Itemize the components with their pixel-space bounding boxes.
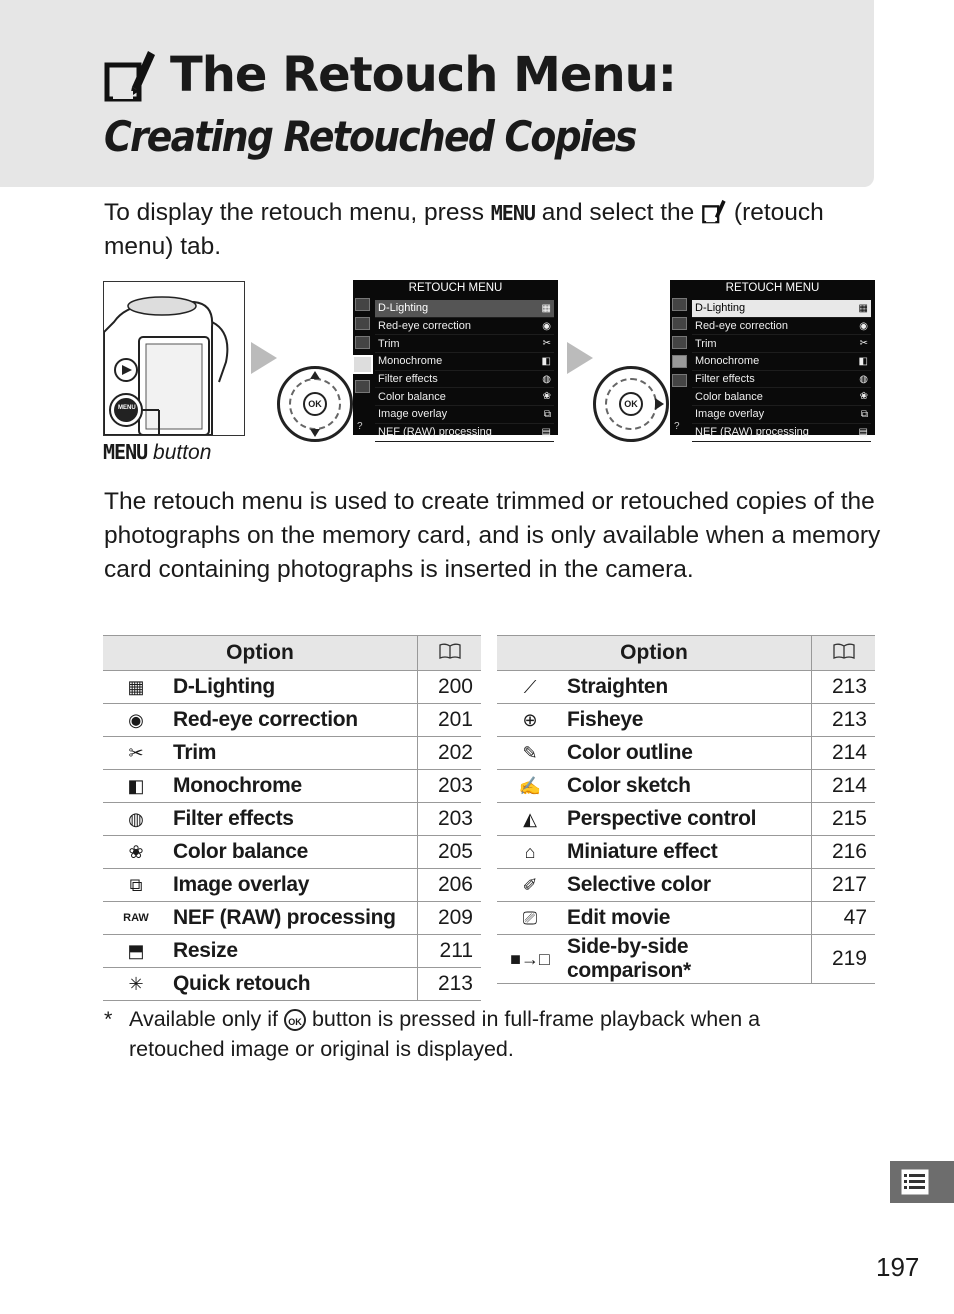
option-column-header: Option — [103, 636, 418, 671]
table-row — [497, 902, 875, 935]
perspective-icon: ◭ — [497, 803, 563, 836]
table-row — [103, 671, 481, 704]
book-icon — [418, 636, 482, 671]
image-overlay-icon: ⧉ — [103, 869, 169, 902]
options-table-right — [497, 635, 875, 984]
page-reference: 211 — [418, 935, 482, 968]
page-reference: 215 — [812, 803, 876, 836]
arrow-right-icon — [249, 338, 279, 378]
multi-selector-dial — [277, 366, 353, 442]
table-row — [103, 836, 481, 869]
option-name: Straighten — [563, 671, 812, 704]
page-reference: 214 — [812, 737, 876, 770]
help-mark: ? — [674, 421, 680, 432]
table-row — [103, 968, 481, 1001]
table-row — [497, 704, 875, 737]
table-row — [497, 803, 875, 836]
book-icon — [812, 636, 876, 671]
option-name: Color sketch — [563, 770, 812, 803]
option-name: Fisheye — [563, 704, 812, 737]
page-reference: 214 — [812, 770, 876, 803]
page-subtitle: Creating Retouched Copies — [104, 112, 636, 161]
intro-text: To display the retouch menu, press MENU and select the (retouch menu) tab. — [104, 199, 824, 260]
page-reference: 213 — [812, 704, 876, 737]
menu-item-list: D-Lighting ▦ Red-eye correction ◉ Trim ✂ Monochrome ◧ Filter effects ◍ Color balance ❀ Image overlay ⧉ NEF (RAW) processing ▤ — [692, 300, 871, 442]
option-name: Trim — [169, 737, 418, 770]
page-title: The Retouch Menu: — [104, 44, 676, 106]
page-reference: 201 — [418, 704, 482, 737]
table-row — [103, 737, 481, 770]
eye-icon: ◉ — [103, 704, 169, 737]
table-row — [103, 770, 481, 803]
page-reference: 217 — [812, 869, 876, 902]
table-row — [497, 869, 875, 902]
retouch-tab-icon — [701, 198, 727, 224]
option-name: Filter effects — [169, 803, 418, 836]
resize-icon: ⬒ — [103, 935, 169, 968]
scissors-icon: ✂ — [103, 737, 169, 770]
table-row — [103, 803, 481, 836]
option-name: Image overlay — [169, 869, 418, 902]
camera-back-illustration — [103, 281, 245, 436]
table-row — [103, 704, 481, 737]
camera-drawing — [104, 282, 244, 435]
page-reference: 200 — [418, 671, 482, 704]
retouch-menu-screen-2: RETOUCH MENU D-Lighting ▦ Red-eye correction ◉ Trim ✂ Monochrome ◧ Filter effects ◍ Color balance ❀ Image overlay ⧉ NEF (RAW) processing ▤ ? — [670, 280, 875, 435]
page-reference: 216 — [812, 836, 876, 869]
figure-caption: MENU button — [103, 440, 212, 464]
option-name: D-Lighting — [169, 671, 418, 704]
help-mark: ? — [357, 421, 363, 432]
menu-key: MENU — [490, 201, 535, 225]
table-row — [497, 770, 875, 803]
page-reference: 219 — [812, 935, 876, 984]
option-name: Perspective control — [563, 803, 812, 836]
page-reference: 205 — [418, 836, 482, 869]
table-row — [497, 935, 875, 984]
edit-movie-icon: ⎚ — [497, 902, 563, 935]
menu-tab-column — [355, 298, 371, 399]
option-name: Red-eye correction — [169, 704, 418, 737]
retouch-pencil-icon — [104, 47, 156, 103]
table-row — [497, 671, 875, 704]
retouch-menu-screen-1: RETOUCH MENU D-Lighting ▦ Red-eye correction ◉ Trim ✂ Monochrome ◧ Filter effects ◍ Color balance ❀ Image overlay ⧉ NEF (RAW) processing ▤ ? — [353, 280, 558, 435]
arrow-right-icon — [565, 338, 595, 378]
fisheye-icon: ⊕ — [497, 704, 563, 737]
page-reference: 202 — [418, 737, 482, 770]
option-name: Quick retouch — [169, 968, 418, 1001]
camera-menu-button-label: MENU — [118, 405, 136, 411]
ok-button-label: OK — [303, 392, 327, 416]
description-paragraph: The retouch menu is used to create trimmed or retouched copies of the photographs on the memory card, and is only available when a memory card containing photographs is inserted in the camera. — [104, 488, 881, 583]
color-outline-icon: ✎ — [497, 737, 563, 770]
table-row — [497, 836, 875, 869]
footnote: * Available only if OK button is pressed in full-frame playback when a retouched image or original is displayed. — [104, 1007, 761, 1061]
table-row — [497, 737, 875, 770]
option-name: Side-by-side comparison* — [563, 935, 812, 984]
option-name: Edit movie — [563, 902, 812, 935]
page-number: 197 — [876, 1252, 920, 1282]
color-balance-icon: ❀ — [103, 836, 169, 869]
quick-retouch-icon: ✳ — [103, 968, 169, 1001]
option-column-header: Option — [497, 636, 812, 671]
section-tab[interactable] — [890, 1161, 954, 1203]
option-name: Monochrome — [169, 770, 418, 803]
option-name: Color balance — [169, 836, 418, 869]
page-reference: 213 — [418, 968, 482, 1001]
table-row — [103, 902, 481, 935]
menu-item-list: D-Lighting ▦ Red-eye correction ◉ Trim ✂ Monochrome ◧ Filter effects ◍ Color balance ❀ Image overlay ⧉ NEF (RAW) processing ▤ — [375, 300, 554, 442]
multi-selector-dial — [593, 366, 669, 442]
filter-icon: ◍ — [103, 803, 169, 836]
color-sketch-icon: ✍ — [497, 770, 563, 803]
option-name: Miniature effect — [563, 836, 812, 869]
selective-color-icon: ✐ — [497, 869, 563, 902]
options-table-left — [103, 635, 481, 1001]
option-name: Color outline — [563, 737, 812, 770]
ok-button-label: OK — [619, 392, 643, 416]
d-lighting-icon: ▦ — [103, 671, 169, 704]
page-reference: 206 — [418, 869, 482, 902]
option-name: Resize — [169, 935, 418, 968]
page-reference: 203 — [418, 803, 482, 836]
page-reference: 47 — [812, 902, 876, 935]
page-reference: 213 — [812, 671, 876, 704]
straighten-icon: ⟋ — [497, 671, 563, 704]
ok-button-icon: OK — [284, 1009, 306, 1031]
page-reference: 209 — [418, 902, 482, 935]
table-row — [103, 935, 481, 968]
page-reference: 203 — [418, 770, 482, 803]
table-row — [103, 869, 481, 902]
menu-list-icon — [900, 1168, 930, 1196]
comparison-icon: ■→□ — [497, 935, 563, 984]
figure-menu-navigation — [103, 280, 875, 439]
menu-tab-column — [672, 298, 688, 393]
option-name: NEF (RAW) processing — [169, 902, 418, 935]
monochrome-icon: ◧ — [103, 770, 169, 803]
miniature-icon: ⌂ — [497, 836, 563, 869]
raw-icon: RAW — [103, 902, 169, 935]
option-name: Selective color — [563, 869, 812, 902]
